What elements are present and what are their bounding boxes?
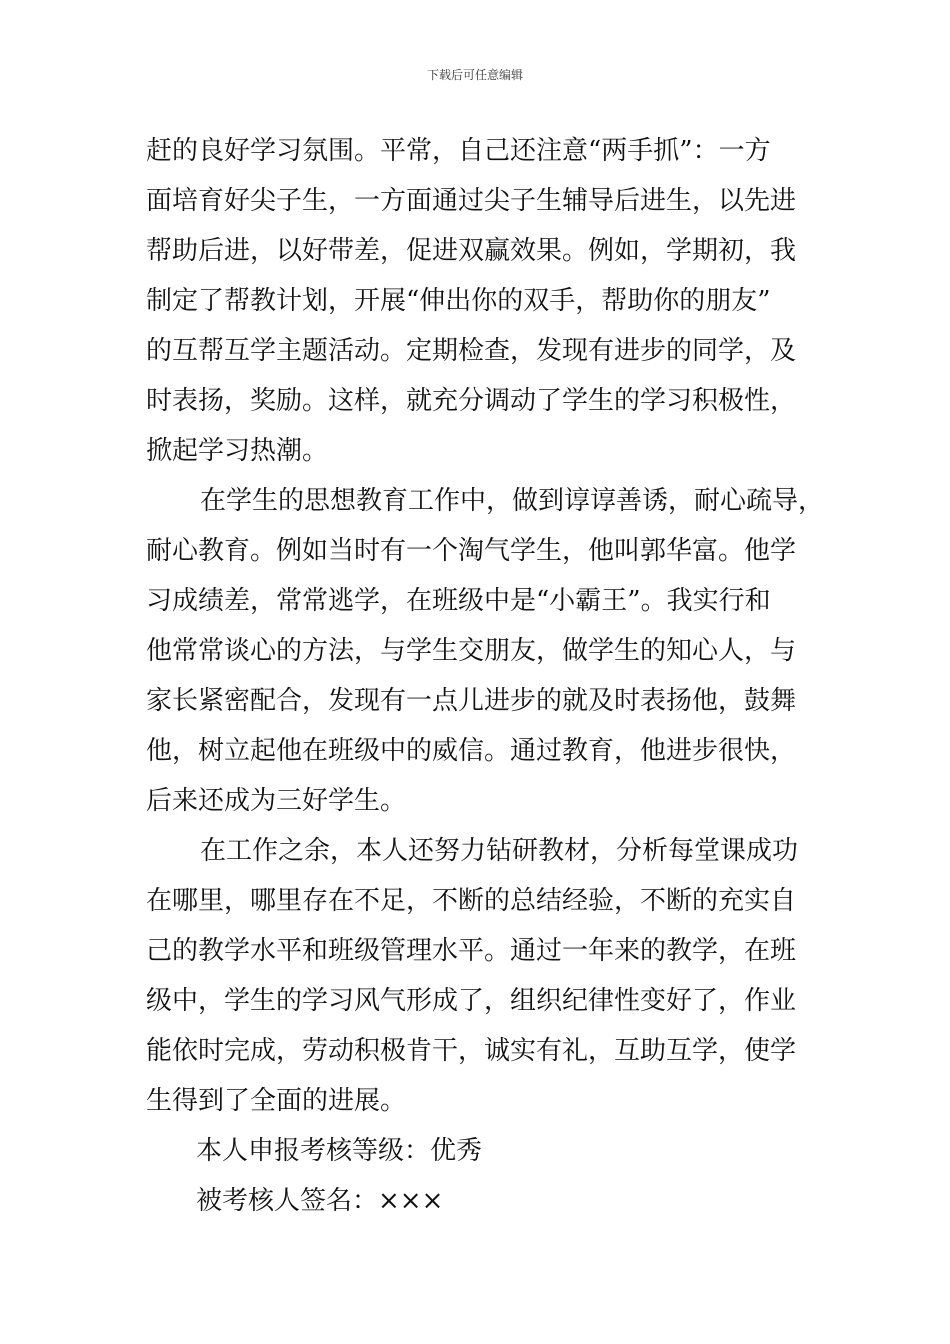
paragraph-line: 面培育好尖子生，一方面通过尖子生辅导后进生，以先进: [146, 186, 797, 216]
signature-line: 被考核人签名：×××: [196, 1186, 444, 1216]
paragraph-line: 后来还成为三好学生。: [146, 786, 407, 816]
paragraph-line: 耐心教育。例如当时有一个淘气学生，他叫郭华富。他学: [146, 536, 797, 566]
paragraph-line: 习成绩差，常常逃学，在班级中是“小霸王”。我实行和: [146, 586, 771, 616]
paragraph-line: 己的教学水平和班级管理水平。通过一年来的教学，在班: [146, 936, 797, 966]
paragraph-line: 在工作之余，本人还努力钻研教材，分析每堂课成功: [200, 836, 799, 866]
paragraph-line: 制定了帮教计划，开展“伸出你的双手，帮助你的朋友”: [146, 286, 771, 316]
paragraph-line: 在哪里，哪里存在不足，不断的总结经验，不断的充实自: [146, 886, 797, 916]
paragraph-line: 时表扬，奖励。这样，就充分调动了学生的学习积极性，: [146, 386, 797, 416]
paragraph-line: 在学生的思想教育工作中，做到谆谆善诱，耐心疏导，: [200, 486, 825, 516]
paragraph-line: 赶的良好学习氛围。平常，自己还注意“两手抓”：一方: [146, 136, 771, 166]
paragraph-line: 他常常谈心的方法，与学生交朋友，做学生的知心人，与: [146, 636, 797, 666]
body-text: [146, 126, 836, 1226]
assessment-level-line: 本人申报考核等级：优秀: [196, 1136, 483, 1166]
paragraph-line: 级中，学生的学习风气形成了，组织纪律性变好了，作业: [146, 986, 797, 1016]
page-header: 下载后可任意编辑: [426, 68, 523, 82]
paragraph-line: 的互帮互学主题活动。定期检查，发现有进步的同学，及: [146, 336, 797, 366]
paragraph-line: 能依时完成，劳动积极肯干，诚实有礼，互助互学，使学: [146, 1036, 797, 1066]
paragraph-line: 生得到了全面的进展。: [146, 1086, 407, 1116]
paragraph-line: 他，树立起他在班级中的威信。通过教育，他进步很快，: [146, 736, 797, 766]
paragraph-line: 家长紧密配合，发现有一点儿进步的就及时表扬他，鼓舞: [146, 686, 797, 716]
paragraph-line: 帮助后进，以好带差，促进双赢效果。例如，学期初，我: [146, 236, 797, 266]
paragraph-line: 掀起学习热潮。: [146, 436, 329, 466]
